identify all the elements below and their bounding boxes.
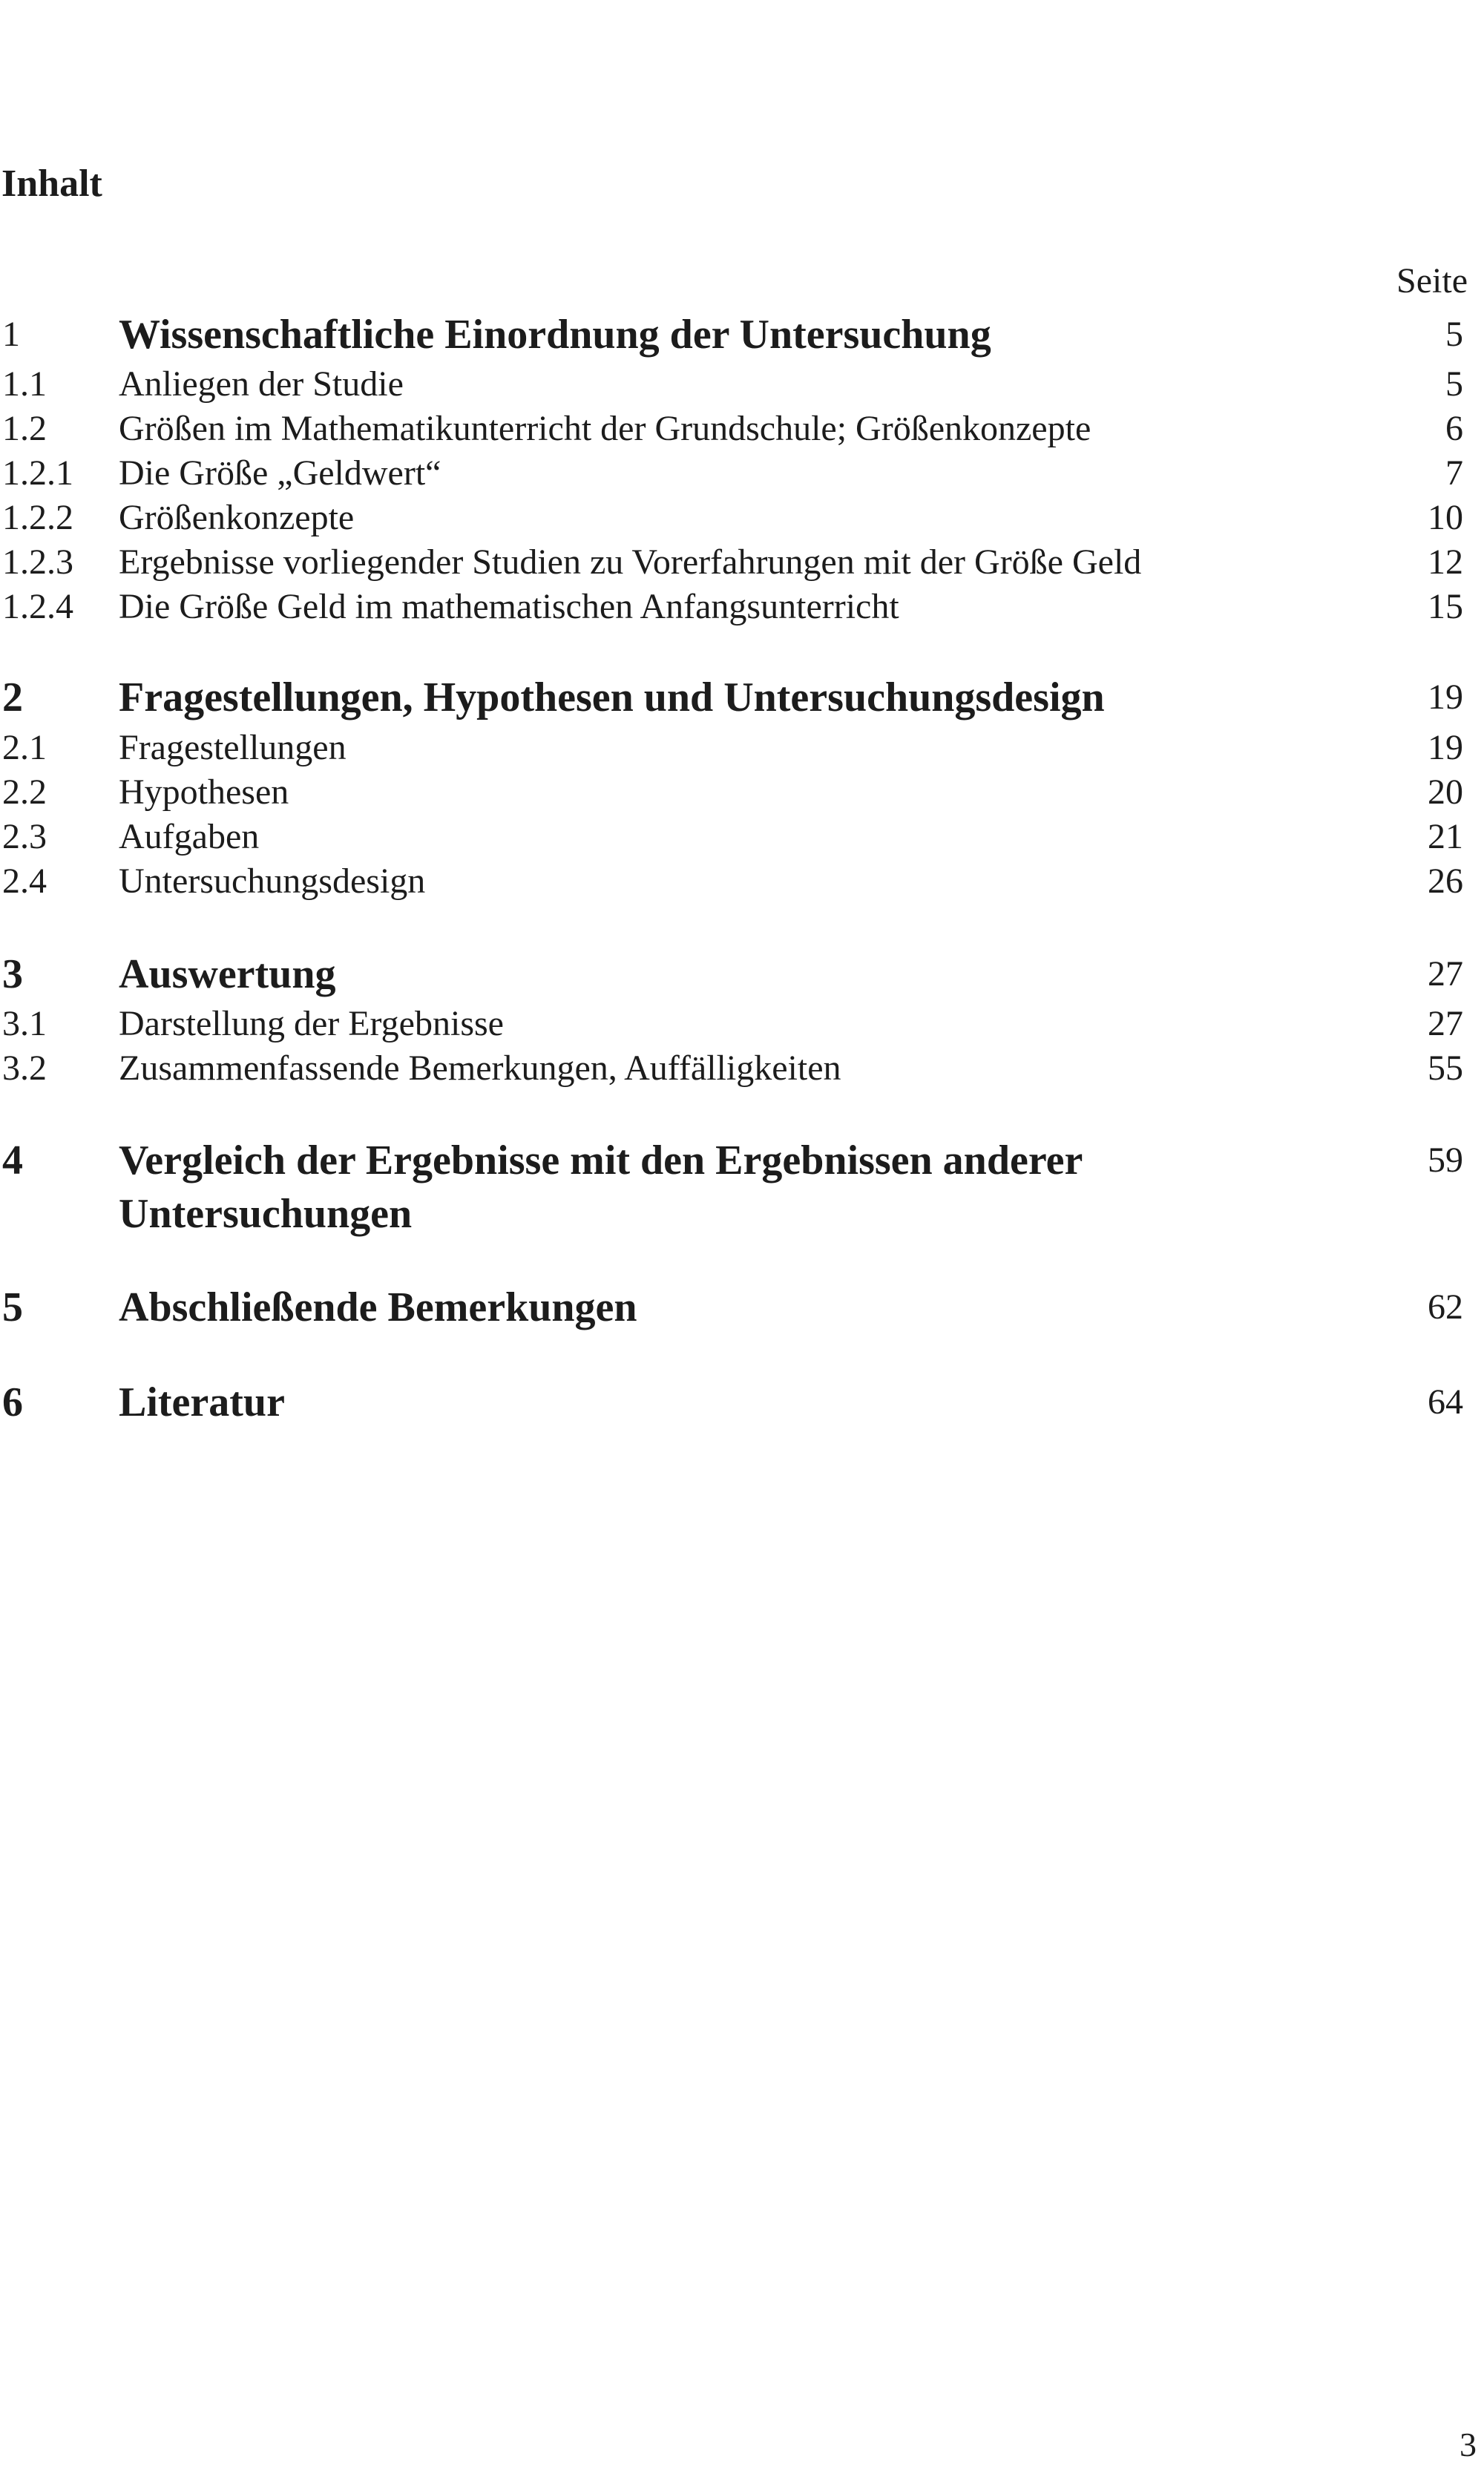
toc-title: Die Größe Geld im mathematischen Anfangsunterricht xyxy=(119,587,899,626)
toc-number: 1.1 xyxy=(2,364,47,404)
toc-page-number: 19 xyxy=(1428,728,1463,767)
toc-number: 1.2.2 xyxy=(2,498,73,537)
toc-title: Aufgaben xyxy=(119,817,260,856)
toc-title: Fragestellungen, Hypothesen und Untersuchungsdesign xyxy=(119,674,1105,720)
toc-number: 1.2.4 xyxy=(2,587,73,626)
toc-title: Darstellung der Ergebnisse xyxy=(119,1004,504,1043)
toc-title: Größenkonzepte xyxy=(119,498,355,537)
toc-title: Auswertung xyxy=(119,951,336,997)
toc-number: 2 xyxy=(2,674,23,720)
toc-title: Abschließende Bemerkungen xyxy=(119,1284,637,1330)
toc-number: 5 xyxy=(2,1284,23,1330)
toc-number: 1 xyxy=(2,315,20,354)
toc-title: Fragestellungen xyxy=(119,728,347,767)
toc-number: 1.2.1 xyxy=(2,453,73,493)
toc-number: 2.1 xyxy=(2,728,47,767)
toc-title: Untersuchungsdesign xyxy=(119,861,426,901)
toc-page-number: 26 xyxy=(1428,861,1463,901)
toc-page-number: 27 xyxy=(1428,1004,1463,1043)
page-column-label: Seite xyxy=(1396,261,1468,301)
toc-number: 1.2.3 xyxy=(2,542,73,582)
toc-number: 3 xyxy=(2,951,23,997)
toc-title: Ergebnisse vorliegender Studien zu Vorerfahrungen mit der Größe Geld xyxy=(119,542,1142,582)
toc-page-number: 19 xyxy=(1428,677,1463,717)
toc-number: 4 xyxy=(2,1137,23,1183)
toc-number: 6 xyxy=(2,1379,23,1425)
toc-title: Größen im Mathematikunterricht der Grundschule; Größenkonzepte xyxy=(119,409,1091,448)
toc-number: 2.2 xyxy=(2,772,47,812)
page-number: 3 xyxy=(1460,2426,1477,2463)
toc-page-number: 59 xyxy=(1428,1140,1463,1180)
toc-title: Vergleich der Ergebnisse mit den Ergebnissen anderer xyxy=(119,1137,1083,1183)
toc-page-number: 12 xyxy=(1428,542,1463,582)
toc-title: Zusammenfassende Bemerkungen, Auffälligkeiten xyxy=(119,1048,841,1088)
toc-number: 2.4 xyxy=(2,861,47,901)
toc-title: Die Größe „Geldwert“ xyxy=(119,453,441,493)
toc-page-number: 64 xyxy=(1428,1382,1463,1422)
toc-page-number: 21 xyxy=(1428,817,1463,856)
toc-page-number: 27 xyxy=(1428,954,1463,994)
toc-title: Wissenschaftliche Einordnung der Untersuchung xyxy=(119,312,991,358)
toc-number: 2.3 xyxy=(2,817,47,856)
toc-page-number: 5 xyxy=(1445,364,1463,404)
toc-title: Literatur xyxy=(119,1379,285,1425)
toc-page-number: 7 xyxy=(1445,453,1463,493)
toc-page-number: 20 xyxy=(1428,772,1463,812)
toc-number: 1.2 xyxy=(2,409,47,448)
toc-page-number: 10 xyxy=(1428,498,1463,537)
toc-number: 3.2 xyxy=(2,1048,47,1088)
toc-page-number: 6 xyxy=(1445,409,1463,448)
toc-page-number: 5 xyxy=(1445,315,1463,354)
toc-title: Hypothesen xyxy=(119,772,289,812)
toc-title: Anliegen der Studie xyxy=(119,364,404,404)
toc-page-number: 62 xyxy=(1428,1287,1463,1327)
toc-number: 3.1 xyxy=(2,1004,47,1043)
toc-page-number: 55 xyxy=(1428,1048,1463,1088)
page-title: Inhalt xyxy=(1,162,102,205)
toc-title-continuation: Untersuchungen xyxy=(119,1191,413,1237)
toc-page-number: 15 xyxy=(1428,587,1463,626)
